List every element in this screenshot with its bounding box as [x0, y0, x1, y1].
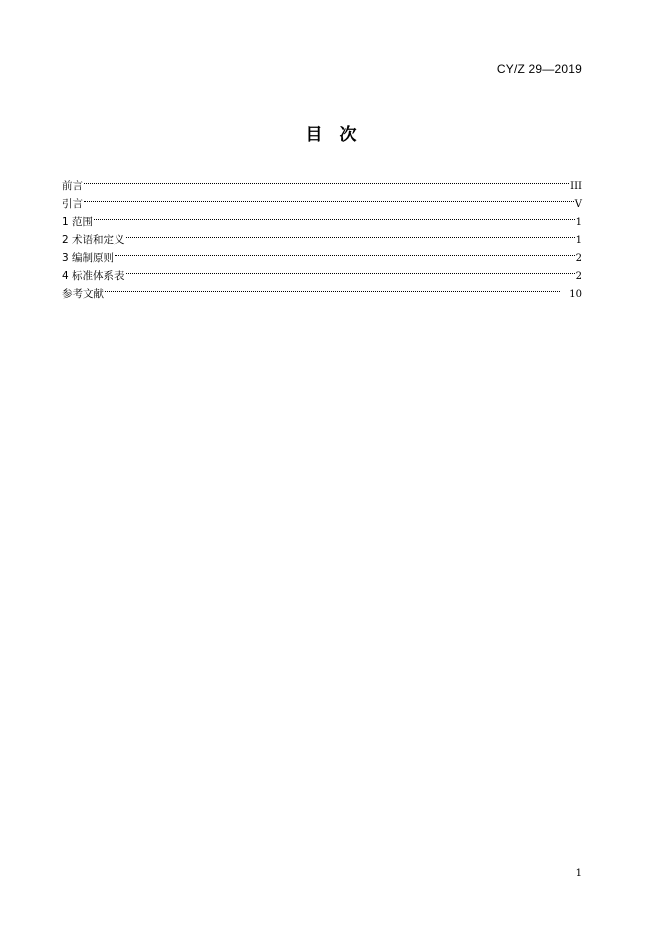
toc-dot-leader [84, 201, 574, 202]
toc-entry-terms[interactable] [62, 231, 582, 249]
document-code: CY/Z 29—2019 [496, 62, 582, 76]
toc-entry-introduction[interactable] [62, 195, 582, 213]
toc-entry-page: V [574, 199, 582, 210]
toc-entry-page: 10 [569, 289, 582, 300]
toc-entry-label: 参考文献 [62, 288, 104, 300]
toc-entry-principles[interactable] [62, 249, 582, 267]
toc-entry-label: 2 术语和定义 [62, 234, 125, 246]
toc-entry-page: 2 [575, 253, 582, 264]
toc-entry-standard-system[interactable] [62, 267, 582, 285]
toc-entry-scope[interactable] [62, 213, 582, 231]
page-number: 1 [575, 868, 582, 879]
toc-dot-leader [115, 255, 575, 256]
toc-entry-label: 4 标准体系表 [62, 270, 125, 282]
toc-entry-label: 3 编制原则 [62, 252, 115, 264]
toc-entry-page: 2 [575, 271, 582, 282]
toc-dot-leader [105, 291, 560, 292]
toc-title: 目 次 [305, 125, 357, 145]
toc-entry-label: 前言 [62, 180, 83, 192]
toc-entry-references[interactable] [62, 285, 582, 303]
toc-dot-leader [94, 219, 575, 220]
toc-dot-leader [126, 273, 575, 274]
toc-entry-label: 1 范围 [62, 216, 94, 228]
toc-list [62, 177, 582, 303]
toc-dot-leader [84, 183, 569, 184]
toc-entry-page: III [570, 181, 582, 192]
toc-entry-label: 引言 [62, 198, 83, 210]
toc-dot-leader [126, 237, 575, 238]
toc-entry-page: 1 [575, 217, 582, 228]
toc-entry-page: 1 [575, 235, 582, 246]
toc-entry-foreword[interactable] [62, 177, 582, 195]
